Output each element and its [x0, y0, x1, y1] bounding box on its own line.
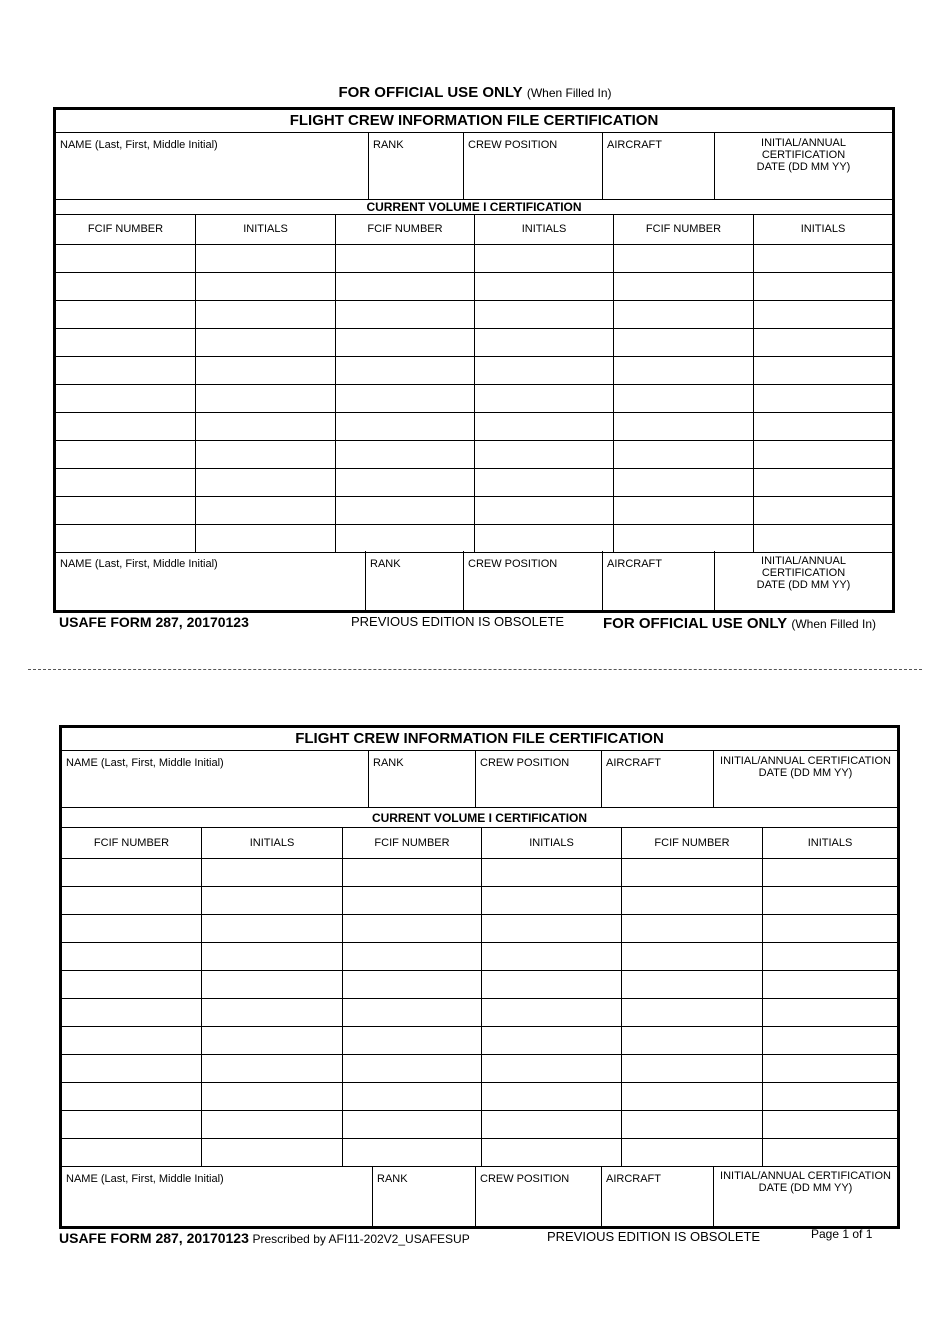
initials-cell[interactable]	[481, 1055, 621, 1082]
fcif-number-cell[interactable]	[342, 943, 481, 970]
initials-cell[interactable]	[195, 357, 335, 384]
initials-cell[interactable]	[762, 1083, 897, 1110]
cert-date-label: INITIAL/ANNUAL CERTIFICATION	[761, 137, 846, 161]
cert-date-field[interactable]	[713, 751, 897, 808]
cut-line	[28, 669, 922, 670]
fcif-number-cell[interactable]	[62, 887, 201, 914]
rank-label: RANK	[370, 558, 401, 570]
rank-label: RANK	[373, 757, 404, 769]
table-row	[62, 1111, 897, 1139]
initials-cell[interactable]	[481, 1111, 621, 1138]
table-row	[62, 1055, 897, 1083]
cert-date-format: DATE (DD MM YY)	[756, 579, 851, 591]
initials-cell[interactable]	[753, 413, 892, 440]
initials-cell[interactable]	[195, 469, 335, 496]
initials-cell[interactable]	[762, 1139, 897, 1166]
table-row	[56, 357, 892, 385]
fcif-number-cell[interactable]	[613, 245, 753, 272]
fcif-number-cell[interactable]	[56, 329, 195, 356]
fcif-number-cell[interactable]	[613, 301, 753, 328]
table-row	[62, 887, 897, 915]
fcif-number-cell[interactable]	[621, 1111, 762, 1138]
aircraft-label: AIRCRAFT	[606, 1173, 661, 1185]
form-id: USAFE FORM 287, 20170123	[59, 1230, 249, 1246]
fouo-label: FOR OFFICIAL USE ONLY	[338, 84, 523, 101]
col-initials: INITIALS	[481, 828, 621, 858]
fcif-number-cell[interactable]	[335, 525, 474, 552]
rank-label: RANK	[373, 139, 404, 151]
col-initials: INITIALS	[762, 828, 897, 858]
initials-cell[interactable]	[195, 497, 335, 524]
cert-date-format: DATE (DD MM YY)	[758, 767, 853, 779]
fcif-number-cell[interactable]	[613, 413, 753, 440]
name-label: NAME (Last, First, Middle Initial)	[60, 558, 218, 570]
col-initials: INITIALS	[753, 215, 892, 244]
initials-cell[interactable]	[762, 1055, 897, 1082]
initials-cell[interactable]	[195, 245, 335, 272]
fcif-number-cell[interactable]	[335, 441, 474, 468]
cert-date-field[interactable]	[713, 1166, 897, 1226]
volume-heading: CURRENT VOLUME I CERTIFICATION	[62, 807, 897, 828]
fcif-number-cell[interactable]	[62, 859, 201, 886]
fcif-number-cell[interactable]	[56, 469, 195, 496]
fcif-number-cell[interactable]	[342, 999, 481, 1026]
fcif-number-cell[interactable]	[56, 245, 195, 272]
aircraft-label: AIRCRAFT	[607, 139, 662, 151]
fcif-number-cell[interactable]	[613, 329, 753, 356]
fcif-number-cell[interactable]	[613, 441, 753, 468]
initials-cell[interactable]	[195, 441, 335, 468]
table-row	[56, 441, 892, 469]
initials-cell[interactable]	[481, 887, 621, 914]
fouo-label: FOR OFFICIAL USE ONLY	[603, 615, 788, 632]
fcif-number-cell[interactable]	[62, 971, 201, 998]
form-title: FLIGHT CREW INFORMATION FILE CERTIFICATION	[56, 110, 892, 133]
crew-position-label: CREW POSITION	[480, 757, 570, 769]
fcif-number-cell[interactable]	[621, 1027, 762, 1054]
fcif-number-cell[interactable]	[621, 999, 762, 1026]
table-row	[56, 385, 892, 413]
initials-cell[interactable]	[481, 1139, 621, 1166]
crew-position-field[interactable]	[463, 551, 602, 610]
fcif-number-cell[interactable]	[335, 385, 474, 412]
initials-cell[interactable]	[474, 441, 613, 468]
table-row	[62, 971, 897, 999]
aircraft-field[interactable]	[602, 551, 714, 610]
footer-info-row	[62, 1166, 897, 1226]
initials-cell[interactable]	[201, 1083, 342, 1110]
fouo-header	[0, 84, 950, 101]
grid-header-row	[56, 215, 892, 245]
fcif-number-cell[interactable]	[62, 943, 201, 970]
fcif-number-cell[interactable]	[62, 1055, 201, 1082]
cert-date-label: INITIAL/ANNUAL CERTIFICATION	[720, 755, 891, 767]
cert-date-field[interactable]	[714, 551, 892, 610]
form-title: FLIGHT CREW INFORMATION FILE CERTIFICATION	[62, 728, 897, 751]
obsolete-note-top: PREVIOUS EDITION IS OBSOLETE	[351, 614, 565, 629]
fcif-number-cell[interactable]	[621, 1055, 762, 1082]
table-row	[56, 497, 892, 525]
fcif-number-cell[interactable]	[56, 497, 195, 524]
fcif-number-cell[interactable]	[56, 273, 195, 300]
initials-cell[interactable]	[753, 497, 892, 524]
fcif-number-cell[interactable]	[56, 525, 195, 552]
initials-cell[interactable]	[762, 1027, 897, 1054]
initials-cell[interactable]	[195, 385, 335, 412]
fcif-number-cell[interactable]	[342, 859, 481, 886]
rank-field[interactable]	[368, 133, 463, 199]
initials-cell[interactable]	[753, 273, 892, 300]
initials-cell[interactable]	[753, 525, 892, 552]
form-certification-2	[59, 725, 900, 1229]
fcif-number-cell[interactable]	[613, 497, 753, 524]
initials-cell[interactable]	[201, 1027, 342, 1054]
cert-date-format: DATE (DD MM YY)	[756, 161, 851, 173]
initials-cell[interactable]	[201, 887, 342, 914]
aircraft-field[interactable]	[601, 1166, 713, 1226]
obsolete-note-bottom: PREVIOUS EDITION IS OBSOLETE	[547, 1229, 761, 1244]
fouo-note: (When Filled In)	[526, 86, 612, 100]
initials-cell[interactable]	[762, 859, 897, 886]
name-field[interactable]	[56, 551, 365, 610]
fcif-number-cell[interactable]	[335, 357, 474, 384]
initials-cell[interactable]	[762, 887, 897, 914]
initials-cell[interactable]	[474, 357, 613, 384]
initials-cell[interactable]	[762, 971, 897, 998]
table-row	[62, 915, 897, 943]
initials-cell[interactable]	[762, 999, 897, 1026]
initials-cell[interactable]	[762, 915, 897, 942]
fcif-grid	[56, 215, 892, 552]
name-label: NAME (Last, First, Middle Initial)	[66, 757, 224, 769]
fcif-number-cell[interactable]	[335, 329, 474, 356]
fcif-number-cell[interactable]	[335, 245, 474, 272]
form-certification-1	[53, 107, 895, 613]
fcif-number-cell[interactable]	[56, 385, 195, 412]
col-fcif-number: FCIF NUMBER	[342, 828, 481, 858]
initials-cell[interactable]	[481, 999, 621, 1026]
fcif-number-cell[interactable]	[621, 1083, 762, 1110]
fouo-footer	[603, 615, 876, 632]
table-row	[56, 329, 892, 357]
initials-cell[interactable]	[474, 329, 613, 356]
table-row	[56, 301, 892, 329]
rank-label: RANK	[377, 1173, 408, 1185]
crew-position-field[interactable]	[463, 133, 602, 199]
initials-cell[interactable]	[762, 1111, 897, 1138]
fcif-number-cell[interactable]	[621, 1139, 762, 1166]
fcif-number-cell[interactable]	[62, 1139, 201, 1166]
initials-cell[interactable]	[201, 971, 342, 998]
initials-cell[interactable]	[195, 413, 335, 440]
initials-cell[interactable]	[195, 525, 335, 552]
aircraft-label: AIRCRAFT	[607, 558, 662, 570]
fcif-number-cell[interactable]	[342, 1055, 481, 1082]
name-field[interactable]	[56, 133, 368, 199]
initials-cell[interactable]	[474, 245, 613, 272]
fcif-number-cell[interactable]	[62, 999, 201, 1026]
initials-cell[interactable]	[481, 859, 621, 886]
fcif-number-cell[interactable]	[62, 1111, 201, 1138]
fcif-number-cell[interactable]	[62, 1083, 201, 1110]
initials-cell[interactable]	[201, 943, 342, 970]
table-row	[56, 273, 892, 301]
initials-cell[interactable]	[195, 273, 335, 300]
header-info-row	[62, 751, 897, 808]
cert-date-format: DATE (DD MM YY)	[758, 1182, 853, 1194]
fcif-number-cell[interactable]	[335, 497, 474, 524]
table-row	[62, 1083, 897, 1111]
fcif-number-cell[interactable]	[342, 1083, 481, 1110]
initials-cell[interactable]	[762, 943, 897, 970]
fcif-number-cell[interactable]	[62, 915, 201, 942]
fcif-number-cell[interactable]	[342, 1027, 481, 1054]
initials-cell[interactable]	[753, 301, 892, 328]
initials-cell[interactable]	[481, 971, 621, 998]
footer-info-row	[56, 551, 892, 610]
fcif-number-cell[interactable]	[621, 859, 762, 886]
initials-cell[interactable]	[195, 329, 335, 356]
col-initials: INITIALS	[474, 215, 613, 244]
table-row	[62, 999, 897, 1027]
initials-cell[interactable]	[474, 301, 613, 328]
header-info-row	[56, 133, 892, 199]
fcif-number-cell[interactable]	[621, 915, 762, 942]
fcif-number-cell[interactable]	[56, 441, 195, 468]
table-row	[62, 1139, 897, 1167]
initials-cell[interactable]	[753, 469, 892, 496]
initials-cell[interactable]	[481, 1027, 621, 1054]
crew-position-field[interactable]	[475, 751, 601, 808]
col-fcif-number: FCIF NUMBER	[87, 223, 164, 235]
form-id-top	[59, 614, 249, 630]
crew-position-label: CREW POSITION	[468, 139, 558, 151]
initials-cell[interactable]	[481, 1083, 621, 1110]
initials-cell[interactable]	[474, 497, 613, 524]
fcif-number-cell[interactable]	[342, 915, 481, 942]
initials-cell[interactable]	[474, 273, 613, 300]
fcif-number-cell[interactable]	[621, 887, 762, 914]
crew-position-label: CREW POSITION	[468, 558, 558, 570]
table-row	[56, 245, 892, 273]
col-fcif-number: FCIF NUMBER	[621, 828, 762, 858]
initials-cell[interactable]	[201, 999, 342, 1026]
fcif-number-cell[interactable]	[342, 1139, 481, 1166]
fcif-number-cell[interactable]	[342, 887, 481, 914]
col-fcif-number: FCIF NUMBER	[93, 837, 170, 849]
initials-cell[interactable]	[481, 943, 621, 970]
volume-heading: CURRENT VOLUME I CERTIFICATION	[56, 199, 892, 215]
fcif-number-cell[interactable]	[56, 413, 195, 440]
table-row	[56, 413, 892, 441]
initials-cell[interactable]	[753, 385, 892, 412]
fcif-number-cell[interactable]	[335, 469, 474, 496]
grid-header-row	[62, 828, 897, 859]
initials-cell[interactable]	[195, 301, 335, 328]
fcif-number-cell[interactable]	[56, 357, 195, 384]
initials-cell[interactable]	[201, 1111, 342, 1138]
fcif-number-cell[interactable]	[335, 273, 474, 300]
col-initials: INITIALS	[201, 828, 342, 858]
fcif-number-cell[interactable]	[621, 971, 762, 998]
form-id-bottom	[59, 1230, 470, 1246]
crew-position-field[interactable]	[475, 1166, 601, 1226]
fcif-number-cell[interactable]	[62, 1027, 201, 1054]
fcif-number-cell[interactable]	[335, 413, 474, 440]
form-id: USAFE FORM 287, 20170123	[59, 614, 249, 630]
initials-cell[interactable]	[201, 859, 342, 886]
name-label: NAME (Last, First, Middle Initial)	[60, 139, 218, 151]
fcif-number-cell[interactable]	[613, 469, 753, 496]
initials-cell[interactable]	[753, 245, 892, 272]
fcif-number-cell[interactable]	[621, 943, 762, 970]
col-fcif-number: FCIF NUMBER	[613, 215, 753, 244]
initials-cell[interactable]	[753, 329, 892, 356]
aircraft-label: AIRCRAFT	[606, 757, 661, 769]
aircraft-field[interactable]	[602, 133, 714, 199]
cert-date-field[interactable]	[714, 133, 892, 199]
fcif-number-cell[interactable]	[56, 301, 195, 328]
initials-cell[interactable]	[201, 915, 342, 942]
col-fcif-number: FCIF NUMBER	[335, 215, 474, 244]
rank-field[interactable]	[372, 1166, 475, 1226]
col-initials: INITIALS	[195, 215, 335, 244]
fcif-number-cell[interactable]	[613, 525, 753, 552]
initials-cell[interactable]	[474, 413, 613, 440]
name-field[interactable]	[62, 1166, 372, 1226]
fcif-number-cell[interactable]	[342, 971, 481, 998]
fcif-number-cell[interactable]	[613, 357, 753, 384]
rank-field[interactable]	[365, 551, 463, 610]
initials-cell[interactable]	[201, 1055, 342, 1082]
aircraft-field[interactable]	[601, 751, 713, 808]
crew-position-label: CREW POSITION	[480, 1173, 570, 1185]
fouo-note: (When Filled In)	[791, 617, 877, 631]
table-row	[62, 1027, 897, 1055]
initials-cell[interactable]	[481, 915, 621, 942]
table-row	[56, 469, 892, 497]
fcif-number-cell[interactable]	[613, 273, 753, 300]
fcif-number-cell[interactable]	[342, 1111, 481, 1138]
name-field[interactable]	[62, 751, 368, 808]
fcif-number-cell[interactable]	[613, 385, 753, 412]
initials-cell[interactable]	[474, 525, 613, 552]
table-row	[62, 859, 897, 887]
initials-cell[interactable]	[753, 357, 892, 384]
rank-field[interactable]	[368, 751, 475, 808]
page-number: Page 1 of 1	[811, 1227, 873, 1241]
initials-cell[interactable]	[753, 441, 892, 468]
initials-cell[interactable]	[474, 469, 613, 496]
cert-date-label: INITIAL/ANNUAL CERTIFICATION	[720, 1170, 891, 1182]
fcif-grid	[62, 828, 897, 1166]
cert-date-label: INITIAL/ANNUAL CERTIFICATION	[761, 555, 846, 579]
table-row	[56, 525, 892, 553]
prescribed-note: Prescribed by AFI11-202V2_USAFESUP	[252, 1232, 470, 1246]
table-row	[62, 943, 897, 971]
initials-cell[interactable]	[201, 1139, 342, 1166]
initials-cell[interactable]	[474, 385, 613, 412]
name-label: NAME (Last, First, Middle Initial)	[66, 1173, 224, 1185]
fcif-number-cell[interactable]	[335, 301, 474, 328]
